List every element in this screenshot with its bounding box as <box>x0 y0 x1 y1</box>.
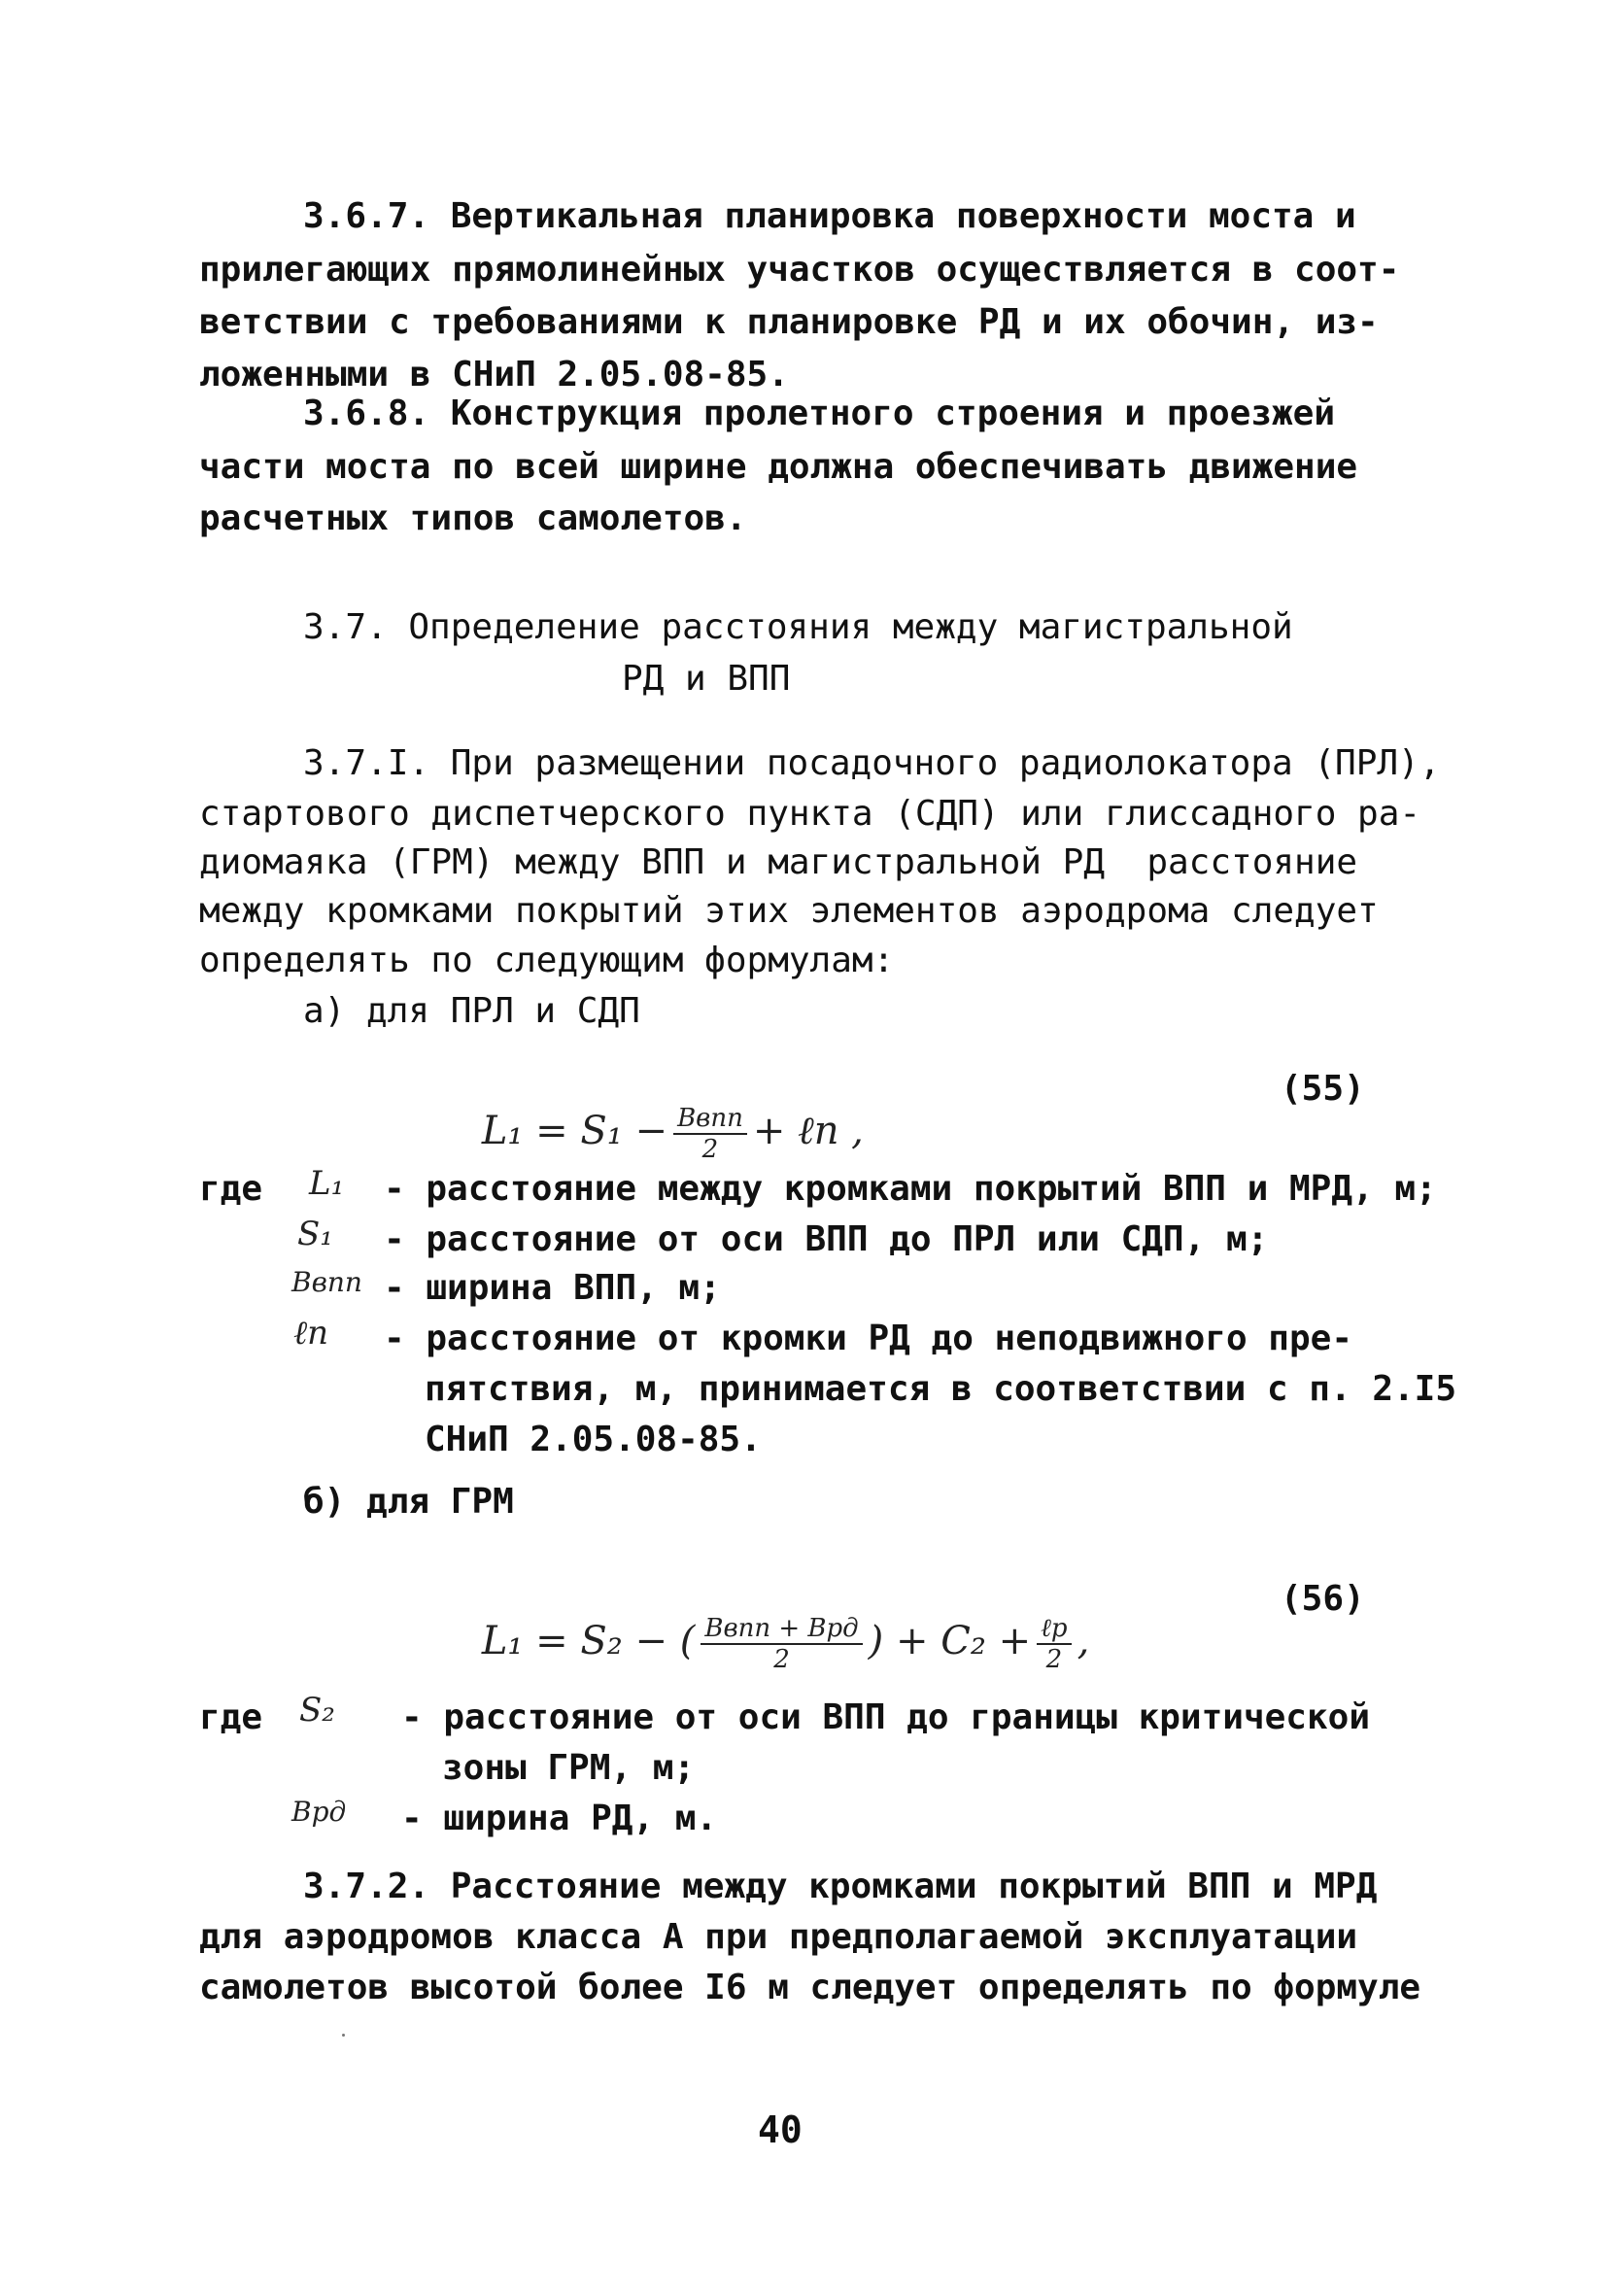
section-371-line-5: определять по следующим формулам: <box>199 941 895 980</box>
formula-56-fraction-2 <box>1037 1614 1071 1674</box>
case-b-label: б) для ГРМ <box>303 1482 514 1522</box>
where-55-continuation-2: СНиП 2.05.08-85. <box>425 1420 762 1459</box>
formula-55-numerator: Bвпп <box>673 1104 747 1135</box>
formula-56-mid: ) + C₂ + <box>868 1619 1032 1663</box>
where-55-text-4: - расстояние от кромки РД до неподвижного пре- <box>384 1319 1352 1358</box>
heading-37-line-2: РД и ВПП <box>622 659 791 699</box>
formula-56-numerator-1: Bвпп + Bрд <box>701 1614 862 1645</box>
formula-55-denominator: 2 <box>701 1135 719 1164</box>
where-56-continuation-1: зоны ГРМ, м; <box>442 1748 696 1788</box>
section-371-line-3: диомаяка (ГРМ) между ВПП и магистральной РД расстояние <box>199 842 1358 882</box>
section-368-line-3: расчетных типов самолетов. <box>199 498 747 538</box>
where-55-symbol-2: S₁ <box>297 1215 333 1253</box>
section-367-line-4: ложенными в СНиП 2.05.08-85. <box>199 355 789 394</box>
where-55-symbol-3: Bвпп <box>291 1266 362 1298</box>
formula-56-lhs: L₁ = S₂ − ( <box>481 1619 696 1663</box>
section-368-line-1: 3.6.8. Конструкция пролетного строения и проезжей <box>303 394 1336 433</box>
formula-56-numerator-2: ℓр <box>1037 1614 1071 1645</box>
formula-56-end: , <box>1077 1619 1090 1663</box>
section-371-line-2: стартового диспетчерского пункта (СДП) или глиссадного ра- <box>199 794 1421 834</box>
section-367-line-1: 3.6.7. Вертикальная планировка поверхности моста и <box>303 196 1356 236</box>
where-label-55: где <box>199 1169 263 1209</box>
section-372-line-1: 3.7.2. Расстояние между кромками покрытий ВПП и МРД <box>303 1867 1378 1906</box>
equation-number-56: (56) <box>1281 1579 1365 1619</box>
page-number: 40 <box>758 2108 803 2151</box>
formula-55-rhs: + ℓп , <box>752 1109 864 1153</box>
where-56-symbol-1: S₂ <box>299 1691 335 1730</box>
where-56-symbol-2: Bрд <box>291 1796 347 1828</box>
where-56-text-1: - расстояние от оси ВПП до границы критической <box>401 1697 1370 1737</box>
section-368-line-2: части моста по всей ширине должна обеспечивать движение <box>199 447 1358 487</box>
formula-55-fraction <box>673 1104 747 1164</box>
section-372-line-2: для аэродромов класса А при предполагаемой эксплуатации <box>199 1917 1358 1957</box>
section-371-line-1: 3.7.I. При размещении посадочного радиолокатора (ПРЛ), <box>303 743 1441 783</box>
formula-56-denominator-2: 2 <box>1045 1645 1063 1674</box>
where-55-text-1: - расстояние между кромками покрытий ВПП и МРД, м; <box>384 1169 1437 1209</box>
where-55-continuation-1: пятствия, м, принимается в соответствии с п. 2.I5 <box>425 1369 1457 1409</box>
scan-speck <box>342 2034 345 2037</box>
where-label-56: где <box>199 1697 263 1737</box>
where-55-symbol-4: ℓп <box>293 1314 329 1353</box>
where-55-text-3: - ширина ВПП, м; <box>384 1268 721 1308</box>
where-55-text-2: - расстояние от оси ВПП до ПРЛ или СДП, м; <box>384 1219 1269 1259</box>
where-55-symbol-1: L₁ <box>309 1164 345 1203</box>
formula-56-denominator-1: 2 <box>773 1645 790 1674</box>
section-367-line-3: ветствии с требованиями к планировке РД и их обочин, из- <box>199 302 1379 342</box>
case-a-label: а) для ПРЛ и СДП <box>303 991 640 1031</box>
formula-55-lhs: L₁ = S₁ − <box>481 1109 668 1153</box>
section-371-line-4: между кромками покрытий этих элементов аэродрома следует <box>199 891 1379 931</box>
formula-56-fraction-1 <box>701 1614 862 1674</box>
equation-number-55: (55) <box>1281 1069 1365 1109</box>
heading-37-line-1: 3.7. Определение расстояния между магистральной <box>303 607 1293 647</box>
where-56-text-2: - ширина РД, м. <box>401 1799 718 1838</box>
section-372-line-3: самолетов высотой более I6 м следует определять по формуле <box>199 1968 1421 2007</box>
section-367-line-2: прилегающих прямолинейных участков осуществляется в соот- <box>199 250 1400 290</box>
